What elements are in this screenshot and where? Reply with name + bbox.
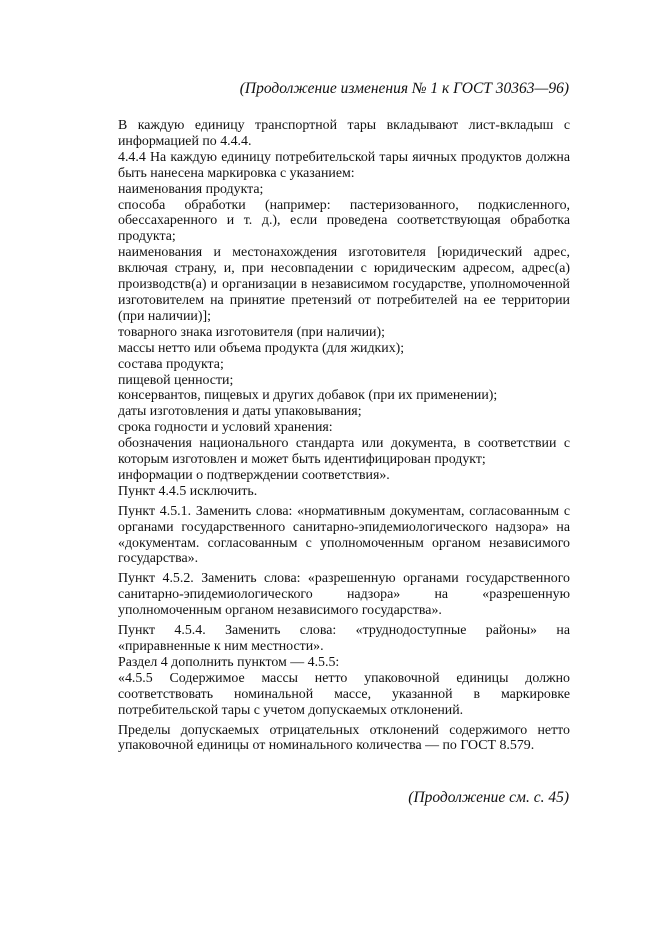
paragraph: «4.5.5 Содержимое массы нетто упаковочной единицы должно соответствовать номинальной массе, указанной в маркировке потребительской тары с учетом допускаемых отклонений. bbox=[118, 670, 570, 718]
paragraph: состава продукта; bbox=[118, 356, 224, 372]
paragraph: обозначения национального стандарта или документа, в соответствии с которым изготовлен и может быть идентифицирован продукт; bbox=[118, 436, 570, 468]
paragraph: массы нетто или объема продукта (для жидких); bbox=[118, 340, 405, 356]
paragraph: наименования и местонахождения изготовителя [юридический адрес, включая страну, и, при несовпадении с юридическим адресом, адрес(а) производств(а) и организации в независимом государстве, уполномоченной изготовителем на принятие претензий от потребителей на ее территории (при наличии)]; bbox=[118, 245, 570, 324]
paragraph: Пункт 4.4.5 исключить. bbox=[118, 483, 258, 499]
paragraph: пищевой ценности; bbox=[118, 372, 234, 388]
paragraph: В каждую единицу транспортной тары вкладывают лист-вкладыш с информацией по 4.4.4. bbox=[118, 118, 570, 149]
paragraph: Пункт 4.5.1. Заменить слова: «нормативным документам, согласованным с органами государственного санитарно-эпидемиологического надзора» на «документам. согласованным с уполномоченным органом независимого государства». bbox=[118, 503, 570, 567]
paragraph: Пределы допускаемых отрицательных отклонений содержимого нетто упаковочной единицы от номинального количества — по ГОСТ 8.579. bbox=[118, 722, 570, 754]
paragraph: наименования продукта; bbox=[118, 181, 264, 197]
paragraph: 4.4.4 На каждую единицу потребительской тары яичных продуктов должна быть нанесена маркировка с указанием: bbox=[118, 149, 570, 181]
paragraph: даты изготовления и даты упаковывания; bbox=[118, 404, 362, 420]
paragraph: Пункт 4.5.2. Заменить слова: «разрешенную органами государственного санитарно-эпидемиологического надзора» на «разрешенную уполномоченным органом независимого государства». bbox=[118, 571, 570, 619]
paragraph: консервантов, пищевых и других добавок (при их применении); bbox=[118, 388, 498, 404]
paragraph: Пункт 4.5.4. Заменить слова: «труднодоступные районы» на «приравненные к ним местности». bbox=[118, 623, 570, 654]
paragraph: информации о подтверждении соответствия». bbox=[118, 467, 390, 483]
paragraph: способа обработки (например: пастеризованного, подкисленного, обессахаренного и т. д.), если проведена соответствующая обработка продукта; bbox=[118, 197, 570, 245]
paragraph: срока годности и условий хранения: bbox=[118, 420, 333, 436]
continuation-footer: (Продолжение см. с. 45) bbox=[408, 789, 569, 806]
paragraph: товарного знака изготовителя (при наличии); bbox=[118, 324, 385, 340]
document-body bbox=[118, 118, 570, 754]
paragraph: Раздел 4 дополнить пунктом — 4.5.5: bbox=[118, 654, 340, 670]
continuation-header: (Продолжение изменения № 1 к ГОСТ 30363—96) bbox=[239, 80, 569, 97]
